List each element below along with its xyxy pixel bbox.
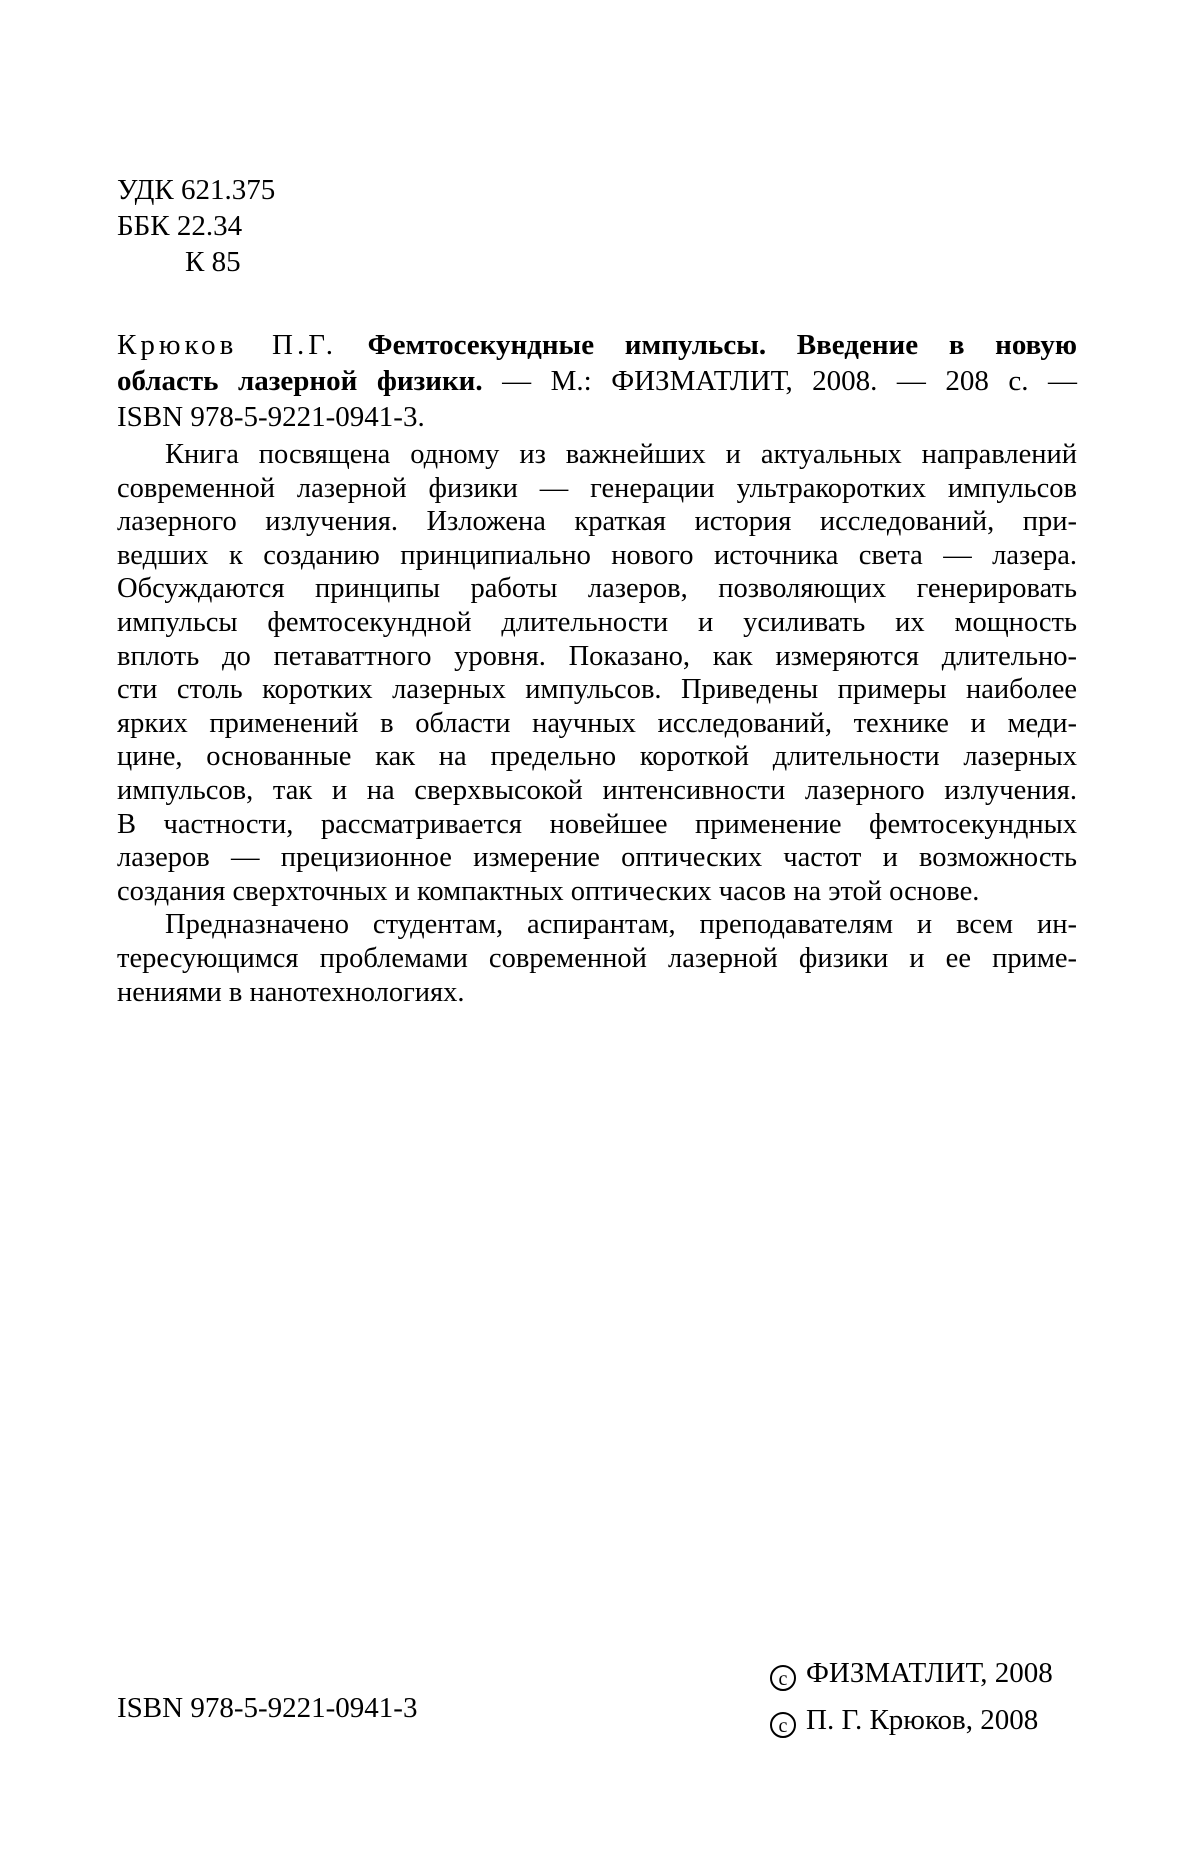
copyright-block (770, 1650, 1053, 1744)
abstract-p1-line: лазерного излучения. Изложена краткая история исследований, при- (117, 506, 1077, 538)
copyright-author-line (770, 1697, 1053, 1744)
bibliographic-citation (117, 327, 1077, 435)
footer-isbn: ISBN 978-5-9221-0941-3 (117, 1692, 418, 1724)
abstract (117, 438, 1077, 1009)
citation-title-part-1: Фемтосекундные импульсы. Введение в новую (367, 329, 1077, 361)
abstract-p1-line: Обсуждаются принципы работы лазеров, позволяющих генерировать (117, 573, 1077, 605)
bbk-code: ББК 22.34 (117, 210, 243, 242)
abstract-p1-line: импульсы фемтосекундной длительности и усиливать их мощность (117, 606, 1077, 638)
abstract-p1-line: цине, основанные как на предельно короткой длительности лазерных (117, 741, 1077, 773)
citation-title-part-2: область лазерной физики. (117, 365, 483, 397)
abstract-p1-line: ведших к созданию принципиально нового источника света — лазера. (117, 539, 1077, 571)
citation-line-1 (117, 327, 1077, 363)
abstract-p1-line: создания сверхточных и компактных оптических часов на этой основе. (117, 875, 980, 907)
copyright-icon: c (770, 1712, 796, 1738)
abstract-p2-line: Предназначено студентам, аспирантам, преподавателям и всем ин- (165, 909, 1077, 941)
abstract-p1-line: ярких применений в области научных исследований, технике и меди- (117, 707, 1077, 739)
abstract-p1-line: современной лазерной физики — генерации ультракоротких импульсов (117, 472, 1077, 504)
abstract-p2-line: тересующимся проблемами современной лазерной физики и ее приме- (117, 942, 1077, 974)
abstract-p1-line: В частности, рассматривается новейшее применение фемтосекундных (117, 808, 1077, 840)
copyright-publisher-line (770, 1650, 1053, 1697)
classification-codes (117, 172, 275, 280)
udk-code: УДК 621.375 (117, 174, 276, 206)
copyright-icon: c (770, 1665, 796, 1691)
citation-line-2 (117, 363, 1077, 399)
copyright-author: П. Г. Крюков, 2008 (806, 1704, 1039, 1736)
citation-isbn: ISBN 978-5-9221-0941-3. (117, 401, 425, 433)
citation-author: Крюков П.Г. (117, 329, 337, 361)
citation-publisher: — М.: ФИЗМАТЛИТ, 2008. — 208 с. — (502, 365, 1077, 397)
abstract-p1-line: лазеров — прецизионное измерение оптических частот и возможность (117, 842, 1077, 874)
abstract-p2-line: нениями в нанотехнологиях. (117, 976, 465, 1008)
abstract-p1-line: сти столь коротких лазерных импульсов. Приведены примеры наиболее (117, 674, 1077, 706)
author-mark: К 85 (185, 246, 241, 278)
abstract-p1-line: Книга посвящена одному из важнейших и актуальных направлений (165, 439, 1077, 470)
copyright-publisher: ФИЗМАТЛИТ, 2008 (806, 1657, 1053, 1689)
abstract-p1-line: вплоть до петаваттного уровня. Показано, как измеряются длительно- (117, 640, 1077, 672)
abstract-p1-line: импульсов, так и на сверхвысокой интенсивности лазерного излучения. (117, 774, 1077, 806)
